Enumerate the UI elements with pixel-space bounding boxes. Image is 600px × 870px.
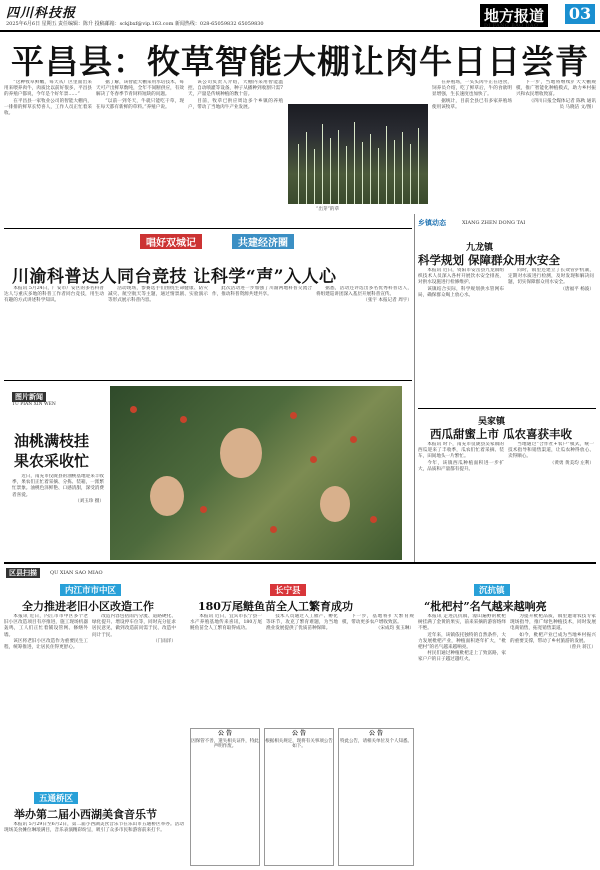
notice-3: 公 告 特此公告，请相关单位及个人知悉。 bbox=[338, 728, 414, 866]
wutong-body: 本报讯 5月29日至6月2日，第二届小西湖美食音乐节在乐山市五通桥区举办。活动现场美食摊位琳琅满目，音乐表演精彩纷呈，吸引了众多市民和游客前来打卡。 bbox=[4, 822, 184, 834]
notice-1: 公 告 因保管不善，遗失相关证件，特此声明作废。 bbox=[190, 728, 260, 866]
picture-news-title-line2: 果农采收忙 bbox=[14, 452, 90, 470]
column-divider bbox=[414, 214, 415, 562]
masthead-rule bbox=[0, 30, 600, 32]
township-tag-pinyin: XIANG ZHEN DONG TAI bbox=[462, 220, 526, 226]
peach-harvest-photo bbox=[110, 386, 402, 560]
town1-body-col2: 同时，镇里还建立了长效管护机制，定期对水质进行检测，及时发现和解决问题，切实保障群众用水安全。 （唐福平 杨波） bbox=[508, 268, 594, 292]
picture-news-tag: 图片新闻 bbox=[12, 392, 46, 402]
notice-1-title: 公 告 bbox=[217, 730, 233, 737]
sprout-photo-caption: “出芽”的草 bbox=[316, 207, 340, 212]
lead-body-col4: 在养殖场，一头头肉牛正在进食，饲养员介绍，吃了鲜草后，牛的食欲明显增强，生长速度也加快了。 据统计，目前全县已有多家养殖场使用该牧草。 bbox=[432, 80, 512, 110]
neijiang-body-col2: 改造内容包括雨污分流、道路硬化、绿化提升、增设停车位等，同时充分征求居民意见，做到改造前问需于民、改造中问计于民。 （门雨洋） bbox=[92, 614, 176, 644]
notice-2: 公 告 根据相关规定，现将有关事项公告如下。 bbox=[264, 728, 334, 866]
lead-body-col5: 下一步，当地将继续扩大大棚规模，推广智能化种植模式，助力乡村振兴和农民增收致富。 （四川日报全媒体记者 陈秋 通讯员 马晓洁 文/图） bbox=[516, 80, 596, 110]
chenkang-label: 沉抗镇 bbox=[474, 584, 510, 596]
township-divider bbox=[418, 408, 596, 409]
lead-headline: 平昌县：牧草智能大棚让肉牛日日尝青 bbox=[11, 42, 589, 81]
changning-body-col2: 技术人员通过人工催产、孵化等环节，攻克了繁育难题，为当地渔业发展提供了优质苗种保障。 bbox=[266, 614, 338, 632]
township-tag: 乡镇动态 bbox=[418, 218, 446, 227]
picture-news-title-line1: 油桃满枝挂 bbox=[14, 432, 90, 450]
picture-news-pinyin: TU PIAN XIN WEN bbox=[12, 402, 56, 407]
changning-body-col1: 本报讯 近日，宜宾市长宁县一水产养殖基地传来喜讯，180万尾鲢鱼苗全人工繁育取得成功。 bbox=[190, 614, 262, 632]
changning-body-col3: 下一步，基地将扩大繁育规模，带动更多农户增收致富。 （宋成均 张玉琳） bbox=[342, 614, 414, 632]
sichuan-bottom-rule bbox=[4, 380, 412, 381]
wutong-headline: 举办第二届小西湖美食音乐节 bbox=[14, 808, 157, 821]
newspaper-logo: 四川科技报 bbox=[6, 6, 77, 21]
notice-2-title: 公 告 bbox=[291, 730, 307, 737]
neijiang-headline: 全力推进老旧小区改造工作 bbox=[22, 600, 154, 613]
sichuan-body-col3: 此次活动进一步加强了川渝两地科普交流合作，推动科普资源共建共享。 bbox=[212, 286, 312, 298]
town2-name: 吴家镇 bbox=[478, 417, 506, 427]
changning-headline: 180万尾鲢鱼苗全人工繁育成功 bbox=[198, 600, 353, 613]
section-name: 地方报道 bbox=[480, 4, 548, 27]
chenkang-body-col2: 为提升枇杷品质，镇里邀请农技专家现场指导，推广绿色种植技术，同时发展电商销售，拓宽销售渠道。 如今，枇杷产业已成为当地乡村振兴的重要支撑，带动了乡村旅游的发展。 （曾兵 蒋江） bbox=[510, 614, 596, 651]
sichuan-body-col2: 活动现场，参赛选手们围绕生命健康、防灾减灾、航空航天等主题，通过情景剧、实验演示等形式展示科普内容。 bbox=[108, 286, 208, 304]
area-top-rule bbox=[4, 562, 596, 564]
town1-headline: 科学规划 保障群众用水安全 bbox=[418, 253, 561, 267]
lead-bottom-rule bbox=[4, 228, 412, 229]
sichuan-body-col4: 据悉，活动还评选出多名优秀科普达人，将组建巡讲团深入基层开展科普宣传。 （张宇 本报记者 周宇） bbox=[316, 286, 412, 304]
lead-body-col2: 据了解，该智能大棚采用水培技术，每天可产出鲜草数吨，全年不间断供应，有效解决了冬春季节青饲料短缺的问题。 “以前一到冬天，牛就只能吃干草，现在每天都有新鲜的草料。”养殖户说。 bbox=[96, 80, 184, 110]
town2-headline: 西瓜甜蜜上市 瓜农喜获丰收 bbox=[430, 427, 573, 441]
chenkang-body-col1: 本报讯 走进沉抗镇，漫山遍野的枇杷树挂满了金黄的果实，前来采摘的游客络绎不绝。 近年来，该镇依托独特的自然条件，大力发展枇杷产业，种植面积逐年扩大，“枇杷村”的名气越来越响亮。 村民们通过种植枇杷走上了致富路，家家户户的日子越过越红火。 bbox=[418, 614, 506, 663]
town2-body-col1: 本报讯 时下，南充市仪陇县吴家镇的西瓜迎来了丰收季，瓜农们忙着采摘、装车，田间地头一片繁忙。 今年，该镇西瓜种植面积进一步扩大，品质和产量都有提升。 bbox=[418, 442, 504, 472]
town2-body-col2: 当地通过“合作社+农户”模式，统一技术指导和销售渠道，让瓜农种得放心、卖得顺心。 （黄勇 黄美均 左利） bbox=[508, 442, 594, 466]
banner-left: 唱好双城记 bbox=[140, 234, 202, 249]
masthead-info: 责任编辑：陈升 投稿邮箱：sckjbxf@vip.163.com 新闻热线：028-65059832 65059830 bbox=[58, 21, 264, 27]
lead-body-col3: 该公司负责人介绍，大棚内采用智能温控、自动喷灌等设备，种子从播种到收割只需7天，产量是传统种植的数十倍。 目前，牧草已供应周边多个乡镇的养殖户，带动了当地肉牛产业发展。 bbox=[188, 80, 283, 110]
changning-label: 长宁县 bbox=[270, 584, 306, 596]
lead-body-col1: “这种牧草鲜嫩，每天从厂区里面出来用来喂养肉牛，肉质比以前好很多，平昌县的养殖户都说，今年是个好年景……” 在平昌县一家牧业公司的智能大棚内，一排排的鲜草长势喜人，工作人员正忙着采收。 bbox=[4, 80, 92, 117]
area-scan-pinyin: QU XIAN SAO MIAO bbox=[50, 570, 103, 576]
notice-3-title: 公 告 bbox=[368, 730, 384, 737]
neijiang-label: 内江市市中区 bbox=[60, 584, 121, 596]
banner-right: 共建经济圈 bbox=[232, 234, 294, 249]
dateline: 2025年6月6日 星期五 bbox=[6, 21, 57, 27]
wutong-label: 五通桥区 bbox=[34, 792, 78, 804]
sichuan-headline: 川渝科普达人同台竞技 让科学“声”入人心 bbox=[12, 267, 337, 287]
page-number: 03 bbox=[565, 4, 595, 24]
town1-name: 九龙镇 bbox=[466, 243, 494, 253]
town1-body-col1: 本报讯 近日，资阳市安岳县九龙镇组织技术人员深入各村开展饮水安全排查，对供水设施进行检修维护。 该镇结合实际，科学规划供水管网布局，确保群众喝上放心水。 bbox=[418, 268, 504, 298]
area-scan-tag: 区县扫描 bbox=[6, 568, 40, 578]
section-pinyin: DI FANG BAO DAO bbox=[484, 24, 539, 29]
picture-news-body: 近日，南充市仪陇县的油桃基地迎来丰收季，果农们正忙着采摘、分拣、装箱，一派繁忙景象。油桃色泽鲜艳、口感清甜，深受消费者喜爱。 （刘玉珍 摄） bbox=[12, 474, 104, 504]
chenkang-headline: “枇杷村”名气越来越响亮 bbox=[424, 600, 547, 613]
sprout-photo bbox=[288, 104, 428, 204]
neijiang-body-col1: 本报讯 近日，内江市市中区多个老旧小区改造项目有序推进，施工现场机器轰鸣，工人们正忙着铺设管网、修缮外墙。 该区将老旧小区改造作为重要民生工程，统筹推进，让居民住得更舒心。 bbox=[4, 614, 88, 651]
sichuan-body-col1: 本报讯 5月24日，广安市广安区的多名科普达人与重庆多地的科普工作者同台竞技，用生动有趣的方式讲述科学知识。 bbox=[4, 286, 104, 304]
